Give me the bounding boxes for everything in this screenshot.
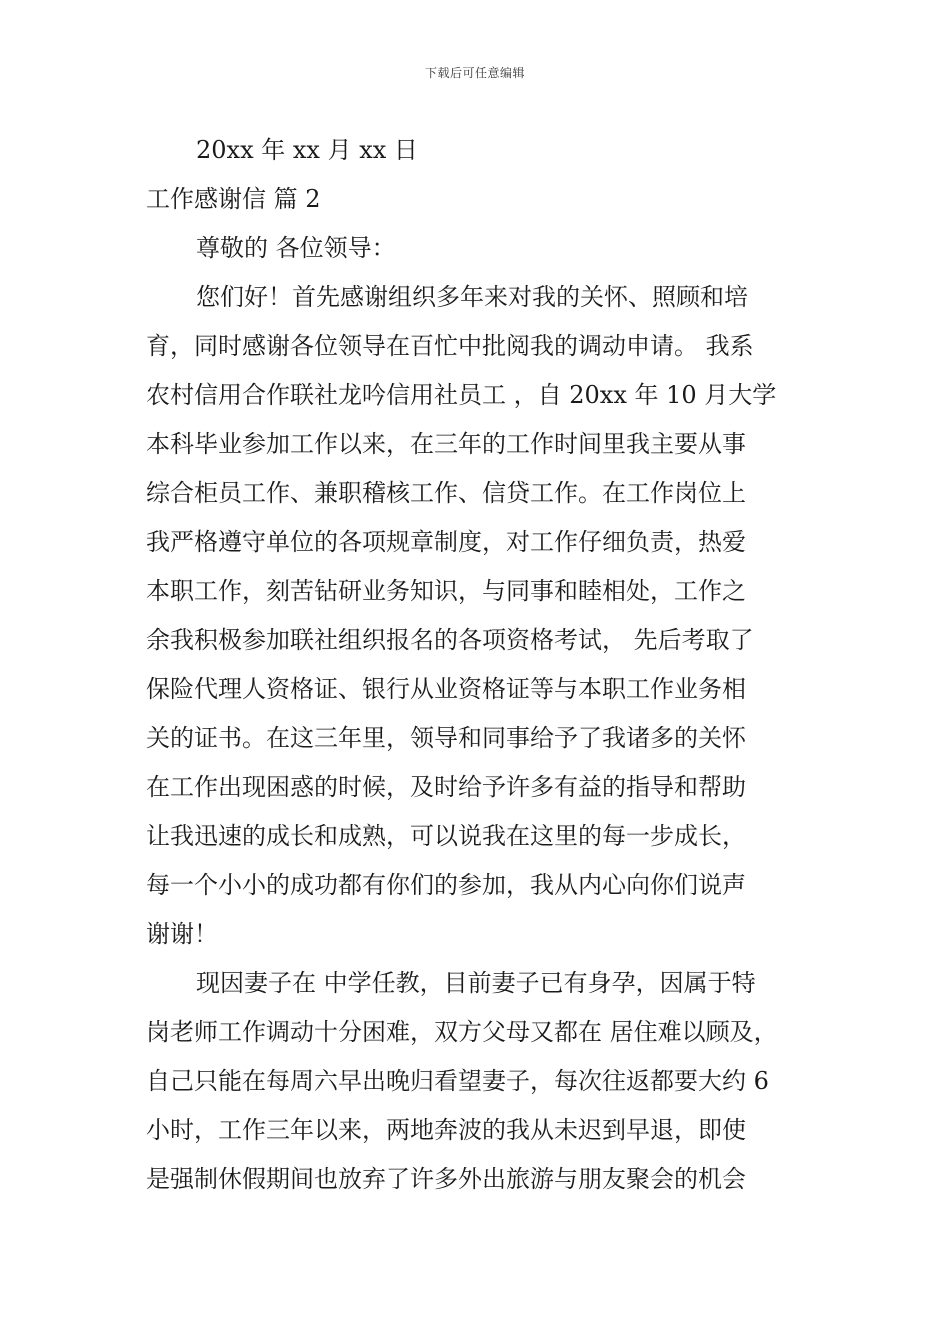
paragraph-line: 余我积极参加联社组织报名的各项资格考试， 先后考取了: [146, 626, 754, 654]
paragraph-line: 综合柜员工作、兼职稽核工作、信贷工作。在工作岗位上: [146, 479, 746, 507]
paragraph-line: 我严格遵守单位的各项规章制度，对工作仔细负责，热爱: [146, 528, 746, 556]
paragraph-line: 保险代理人资格证、银行从业资格证等与本职工作业务相: [146, 675, 746, 703]
paragraph-line: 本职工作，刻苦钻研业务知识，与同事和睦相处，工作之: [146, 577, 746, 605]
paragraph-line: 谢谢！: [146, 920, 218, 948]
letter-title: 工作感谢信 篇 2: [146, 185, 321, 213]
paragraph-line: 在工作出现困惑的时候，及时给予许多有益的指导和帮助: [146, 773, 746, 801]
page-header-note: 下载后可任意编辑: [424, 66, 525, 80]
paragraph-line: 农村信用合作联社龙吟信用社员工 ，自 20xx 年 10 月大学: [146, 381, 777, 409]
paragraph-line: 您们好！首先感谢组织多年来对我的关怀、照顾和培: [196, 283, 748, 311]
paragraph-line: 每一个小小的成功都有你们的参加，我从内心向你们说声: [146, 871, 746, 899]
paragraph-line: 让我迅速的成长和成熟，可以说我在这里的每一步成长，: [146, 822, 746, 850]
paragraph-line: 关的证书。在这三年里，领导和同事给予了我诸多的关怀: [146, 724, 746, 752]
paragraph-line: 是强制休假期间也放弃了许多外出旅游与朋友聚会的机会: [146, 1165, 746, 1193]
paragraph-line: 本科毕业参加工作以来，在三年的工作时间里我主要从事: [146, 430, 746, 458]
letter-date: 20xx 年 xx 月 xx 日: [196, 136, 418, 164]
paragraph-line: 岗老师工作调动十分困难，双方父母又都在 居住难以顾及，: [146, 1018, 778, 1046]
paragraph-line: 现因妻子在 中学任教，目前妻子已有身孕，因属于特: [196, 969, 756, 997]
paragraph-line: 小时，工作三年以来，两地奔波的我从未迟到早退，即使: [146, 1116, 746, 1144]
paragraph-line: 育，同时感谢各位领导在百忙中批阅我的调动申请。 我系: [146, 332, 754, 360]
paragraph-line: 自己只能在每周六早出晚归看望妻子，每次往返都要大约 6: [146, 1067, 769, 1095]
letter-body: [146, 128, 816, 1206]
letter-salutation: 尊敬的 各位领导：: [196, 234, 396, 262]
